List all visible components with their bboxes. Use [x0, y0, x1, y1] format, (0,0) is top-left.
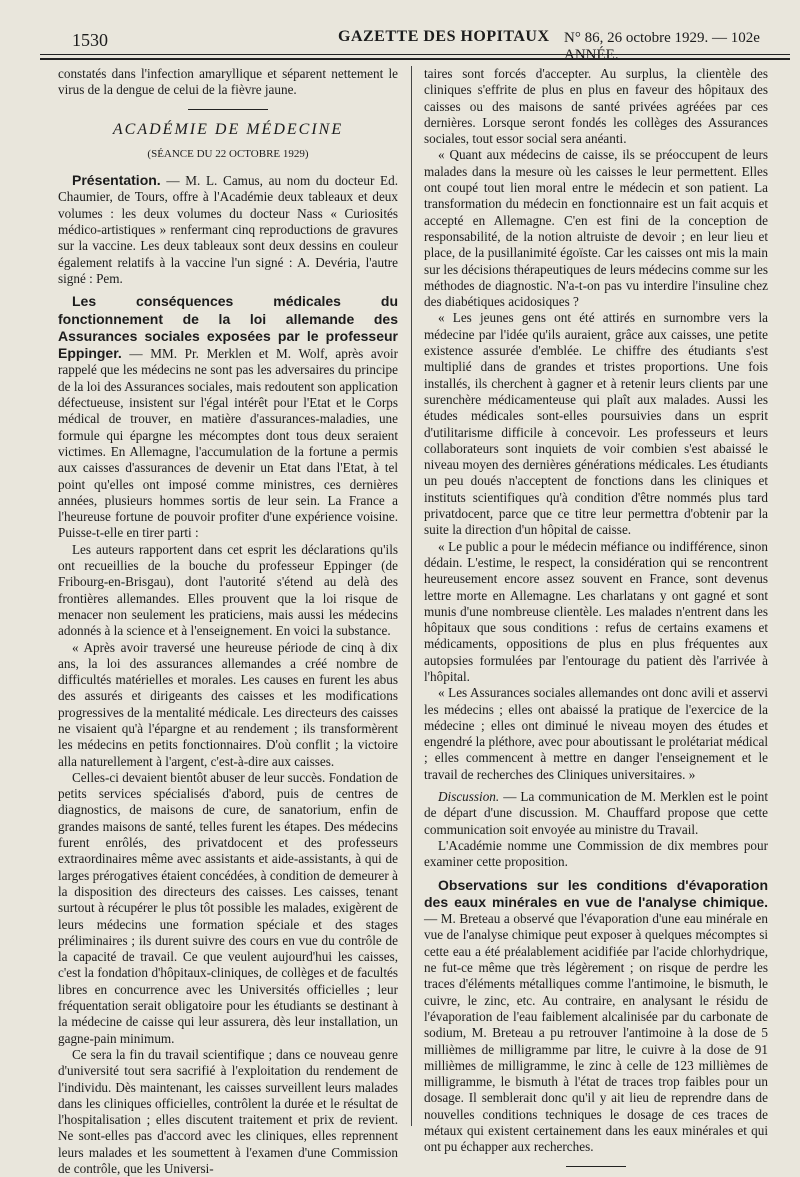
- body-paragraph: Ce sera la fin du travail scientifique ; dans ce nouveau genre d'université tout sera sacrifié à l'exploitation du rendement de l'individu. Dès maintenant, les caisses surveillent leurs malades dans les cliniques officielles, contrôlent la durée et le résultat de l'hospitalisation ; elles discutent traitement et prix de revient. Ne sont-elles pas d'accord avec les cliniques, elles reprennent leurs malades et les soumettent à l'examen d'une Commission de contrôle, que les Universi-: [58, 1046, 398, 1176]
- discussion-text: — La communication de M. Merklen est le point de départ d'une discussion. M. Chauffard propose que cette communication soit envoyée au ministre du Travail.: [424, 789, 768, 837]
- section-rule: [188, 109, 268, 110]
- body-paragraph: « Le public a pour le médecin méfiance ou indifférence, sinon dédain. L'estime, le respect, la considération qui se rencontrent heureusement encore assez souvent en France, sont devenus lettre morte en Allemagne. Les charlatans y ont gagné et sont munis d'une nombreuse clientèle. Les malades n'entrent dans les hôpitaux que sous conditions : refus de certains examens et médicaments, oppositions de plus en plus fréquentes aux autopsies formulées par l'entourage du patient dès l'arrivée à l'hôpital.: [424, 538, 768, 684]
- consequences-paragraph: [58, 293, 398, 541]
- intro-paragraph: constatés dans l'infection amaryllique et séparent nettement le virus de la dengue de celui de la fièvre jaune.: [58, 66, 398, 98]
- consequences-title: Les conséquences médicales du fonctionnement de la loi allemande des Assurances sociales exposées par le professeur Eppinger.: [58, 293, 398, 362]
- academy-heading: ACADÉMIE DE MÉDECINE: [112, 120, 344, 138]
- page-header: [28, 20, 790, 63]
- body-paragraph: « Les jeunes gens ont été attirés en surnombre vers la médecine par l'idée qu'ils auraient, grâce aux caisses, une petite existence assurée d'emblée. Le chiffre des étudiants s'est multiplié dans de grandes et tristes proportions. Une fois installés, ils cherchent à gagner et à retenir leurs clients par une surenchère médicamenteuse qui plaît aux malades. Aussi les études médicales sont-elles poursuivies dans un esprit d'utilitarisme difficile à concevoir. Les professeurs et leurs collaborateurs sont inquiets de voir combien s'est abaissé le niveau moyen des dernières générations médicales. Les étudiants un peu doués n'acceptent de fonctions dans les cliniques et instituts scientifiques qu'à condition d'être nommés plus tard privatdocent, parce que ce titre leur permettra d'obtenir par la suite la direction d'un hôpital de caisse.: [424, 310, 768, 538]
- presentation-text: — M. L. Camus, au nom du docteur Ed. Chaumier, de Tours, offre à l'Académie deux tableaux et deux volumes : les deux volumes du docteur Nass « Curiosités médico-artistiques » renfermant cinq reproductions de gravures sur la vaccine. Les deux tableaux sont deux dessins en couleur également relatifs à la vaccine l'un signé : A. Devéria, l'autre signé : Pem.: [58, 173, 398, 286]
- observations-title: Observations sur les conditions d'évaporation des eaux minérales en vue de l'analyse chimique.: [424, 876, 768, 910]
- body-paragraph: « Les Assurances sociales allemandes ont donc avili et asservi les médecins ; elles ont abaissé la pratique de l'exercice de la médecine ; elles ont diminué le niveau moyen des études et engendré la pléthore, avec pour aboutissant le prolétariat médical ; elles commencent à mettre en danger l'enseignement et le travail de recherches des Cliniques universitaires. »: [424, 685, 768, 782]
- right-column: [424, 66, 768, 1167]
- presentation-title: Présentation.: [72, 172, 161, 189]
- body-paragraph: « Après avoir traversé une heureuse période de cinq à dix ans, la loi des assurances allemandes a créé nombre de difficultés matérielles et morales. Les causes en furent les abus des assurés et dirigeants des caisses et les modifications progressives de la mentalité médicale. Les directeurs des caisses ne visaient qu'à l'épargne et au rendement ; ils transformèrent les médecins en petits fonctionnaires. D'où conflit ; la victoire alla naturellement à l'argent, c'est-à-dire aux caisses.: [58, 639, 398, 769]
- discussion-paragraph: [424, 789, 768, 838]
- discussion-title: Discussion.: [438, 789, 500, 805]
- session-date: (SÉANCE DU 22 OCTOBRE 1929): [147, 147, 309, 160]
- observations-text: — M. Breteau a observé que l'évaporation d'une eau minérale en vue de l'analyse chimique peut exposer à quelques mécomptes si cette eau a été préalablement acidifiée par l'acide chlorhydrique, ne fut-ce même que très légèrement ; on risque de perdre les traces d'éléments métalliques comme l'antimoine, le bismuth, le cuivre, le zinc, etc. Au contraire, en analysant le résidu de l'évaporation de l'eau faiblement alcalinisée par du carbonate de sodium, M. Breteau a pu retrouver l'antimoine à la dose de 5 millièmes de milligramme par litre, le cuivre à la dose de 91 millièmes de milligramme, le zinc à celle de 123 millièmes de milligramme, le bismuth à l'état de traces trop faibles pour un dosage. Il semblerait donc qu'il y ait lieu de reprendre dans de nouvelles conditions techniques le dosage de ces traces de métaux qui existent certainement dans les eaux minérales et qui ont pu échapper aux recherches.: [424, 911, 768, 1155]
- body-paragraph: Celles-ci devaient bientôt abuser de leur succès. Fondation de petits services spécialisés d'abord, puis de centres de diagnostics, de maisons de cure, de sanatorium, enfin de grandes maisons de santé, telles furent les étapes. Des médecins furent enrôlés, des privatdocent et des professeurs extraordinaires même avec assistants et aide-assistants, à qui de larges prérogatives étaient concédées, à condition de demeurer à la disposition des directeurs des caisses. Les caisses, tenant surtout à récupérer le plus tôt possible les malades, exigèrent de leurs médecins une formation spéciale et des stages préliminaires ; ils durent suivre des cours en vue du contrôle de la capacité de travail. Ce que veulent aujourd'hui les caisses, c'est la fondation d'hôpitaux-cliniques, de collèges et de facultés libres en concurrence avec les Universités officielles ; leur fréquentation serait obligatoire pour les étudiants se destinant à la médecine de caisse qui leur assurera, dès leur installation, un gagne-pain minimum.: [58, 769, 398, 1046]
- header-rule: [40, 54, 790, 55]
- header-rule-thick: [40, 58, 790, 60]
- page-number: 1530: [72, 30, 108, 50]
- observations-paragraph: [424, 877, 768, 1156]
- issue-line: N° 86, 26 octobre 1929. — 102e ANNÉE.: [564, 30, 760, 63]
- body-paragraph: « Quant aux médecins de caisse, ils se préoccupent de leurs malades dans la mesure où les caisses le leur permettent. Elles ont coupé tout lien moral entre le médecin et son patient. La transformation du médecin en fonctionnaire est un fait acquis et accepté en Allemagne. C'en est fini de la conception de responsabilité, de la notion altruiste de devoir ; en leur lieu et place, de la pusillanimité égoïste. Car les caisses ont mis la main sur les décisions thérapeutiques de leurs médecins comme sur les méthodes de diagnostic. N'a-t-on pas vu interdire l'insuline chez des diabétiques acidosiques ?: [424, 147, 768, 310]
- body-paragraph: Les auteurs rapportent dans cet esprit les déclarations qu'ils ont recueillies de la bouche du professeur Eppinger (de Fribourg-en-Brisgau), dont l'autorité s'étend au delà des frontières allemandes. Elles prouvent que la loi risque de menacer non seulement les praticiens, mais aussi les médecins adonnés à la science et à l'enseignement. En voici la substance.: [58, 541, 398, 639]
- journal-title: GAZETTE DES HOPITAUX: [338, 28, 550, 45]
- end-separator: [566, 1166, 626, 1167]
- left-column: [58, 66, 398, 1177]
- body-paragraph: L'Académie nomme une Commission de dix membres pour examiner cette proposition.: [424, 837, 768, 870]
- column-divider: [411, 66, 412, 1126]
- consequences-text: — MM. Pr. Merklen et M. Wolf, après avoir rappelé que les médecins ne sont pas les adversaires du principe de la loi des Assurances sociales, mais redoutent son application défectueuse, insistent sur l'égal intérêt pour l'Etat et le Corps médical de trouver, en matière d'assurances-maladies, une formule qui épargne les mécomptes dont tous deux seraient victimes. En Allemagne, l'accumulation de la fortune a permis aux caisses d'assurances de devenir un Etat dans l'Etat, à tel point qu'elles ont imposé comme ministres, ces dernières années, plusieurs hommes sortis de leur sein. La France a l'heureuse fortune de pouvoir profiter d'une expérience voisine. Puisse-t-elle en tirer parti :: [58, 346, 398, 541]
- presentation-paragraph: [58, 172, 398, 287]
- body-paragraph: taires sont forcés d'accepter. Au surplus, la clientèle des cliniques s'effrite de plus en plus en faveur des hôpitaux des caisses ou des maisons de santé privées agréées par ces dernières. Lorsque seront fondés les collèges des Assurances sociales, tout essor social sera anéanti.: [424, 66, 768, 147]
